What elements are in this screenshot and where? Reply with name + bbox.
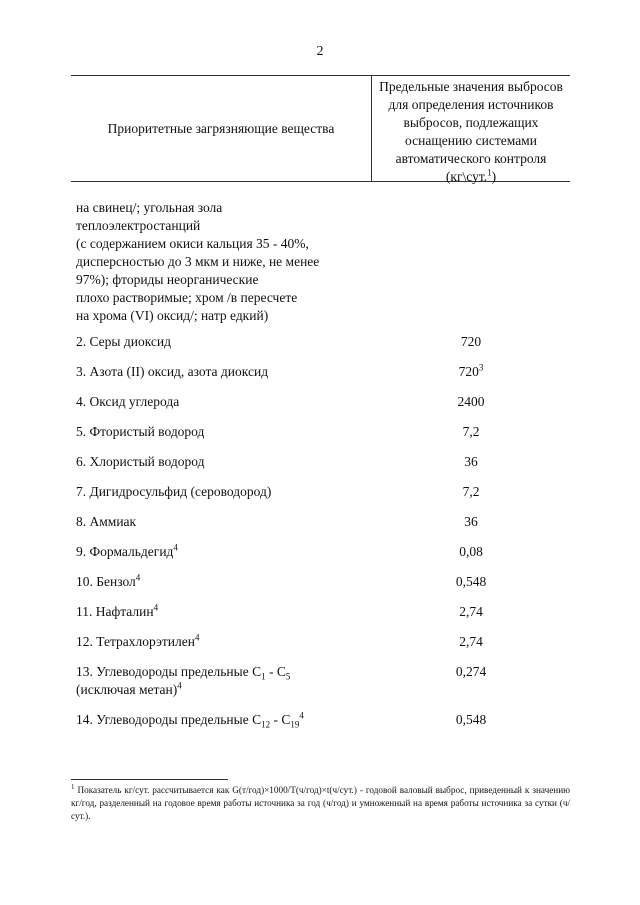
substance-name: [76, 663, 376, 699]
limit-value-number: 720: [458, 364, 479, 379]
footnote-separator: [71, 779, 228, 780]
footnote-ref: 3: [478, 362, 484, 373]
footnote-ref: 1: [487, 167, 492, 178]
limit-value: 2,74: [459, 634, 483, 649]
substance-name: 5. Фтористый водород: [76, 424, 205, 439]
substance-name: [76, 543, 376, 561]
limit-value: 0,548: [455, 574, 487, 589]
substance-name-text: 12. Тетрахлорэтилен: [76, 634, 195, 649]
substance-name: 6. Хлористый водород: [76, 454, 205, 469]
substance-name-text: (исключая метан): [76, 682, 178, 697]
substance-name: 3. Азота (II) оксид, азота диоксид: [76, 364, 269, 379]
substance-name: [76, 633, 376, 651]
footnote-ref: 4: [299, 710, 304, 721]
limit-value: 2,74: [459, 604, 483, 619]
substance-name-text: 13. Углеводороды предельные C: [76, 664, 262, 679]
footnote-ref: 4: [173, 542, 178, 553]
substance-name: [76, 573, 376, 591]
continuation-line: (с содержанием окиси кальция 35 - 40%,: [76, 236, 309, 251]
limit-value: 0,08: [459, 544, 483, 559]
subscript: 12: [261, 719, 271, 730]
footnote-ref: 4: [194, 632, 200, 643]
header-limit-tail: ): [491, 169, 497, 184]
limit-value: 7,2: [462, 424, 480, 439]
substance-name-text: 11. Нафталин: [76, 604, 154, 619]
footnote: [71, 784, 570, 823]
substance-name: [76, 711, 376, 729]
page-number: 2: [316, 44, 324, 59]
substance-name: [76, 603, 376, 621]
header-limit-values: [372, 78, 570, 186]
footnote-text: Показатель кг/сут. рассчитывается как G(т/год)×1000/T(ч/год)×t(ч/сут.) - годовой валовый выброс, приведенный к значению кг/год, разделенный на годовое время работы источника за год (ч/год) и умноженный на время работы источника за сутки (ч/сут.).: [71, 785, 570, 821]
limit-value: 720: [460, 334, 482, 349]
continuation-line: плохо растворимые; хром /в пересчете: [76, 290, 298, 305]
limit-value: 0,548: [455, 712, 487, 727]
substance-name: 4. Оксид углерода: [76, 394, 180, 409]
limit-value: 7,2: [462, 484, 480, 499]
substance-name-text: 10. Бензол: [76, 574, 136, 589]
limit-value: 36: [464, 514, 478, 529]
substance-name-text: - C: [270, 712, 291, 727]
substance-name-text: 9. Формальдегид: [76, 544, 174, 559]
substance-name-text: - C: [265, 664, 286, 679]
substance-name: 8. Аммиак: [76, 514, 137, 529]
substance-name: 2. Серы диоксид: [76, 334, 172, 349]
substance-name: 7. Дигидросульфид (сероводород): [76, 484, 272, 499]
footnote-ref: 4: [135, 572, 141, 583]
footnote-ref: 4: [153, 602, 159, 613]
header-substances: Приоритетные загрязняющие вещества: [107, 121, 335, 136]
header-limit-text: Предельные значения выбросов для определения источников выбросов, подлежащих оснащению системами автоматического контроля (кг\сут.: [379, 79, 563, 184]
continuation-line: дисперсностью до 3 мкм и ниже, не менее: [76, 254, 320, 269]
continuation-line: 97%); фториды неорганические: [76, 272, 259, 287]
continuation-line: на хрома (VI) оксид/; натр едкий): [76, 308, 269, 323]
continuation-text: [76, 199, 366, 325]
continuation-line: теплоэлектростанций: [76, 218, 201, 233]
continuation-line: на свинец/; угольная зола: [76, 200, 223, 215]
table-top-rule: [71, 75, 570, 76]
subscript: 5: [285, 671, 291, 682]
limit-value: 0,274: [455, 664, 487, 679]
subscript: 19: [290, 719, 300, 730]
limit-value: 36: [464, 454, 478, 469]
footnote-ref: 4: [177, 680, 182, 691]
limit-value: [372, 363, 570, 381]
limit-value: 2400: [457, 394, 485, 409]
substance-name-text: 14. Углеводороды предельные C: [76, 712, 262, 727]
subscript: 1: [261, 671, 266, 682]
footnote-marker: 1: [71, 782, 75, 791]
